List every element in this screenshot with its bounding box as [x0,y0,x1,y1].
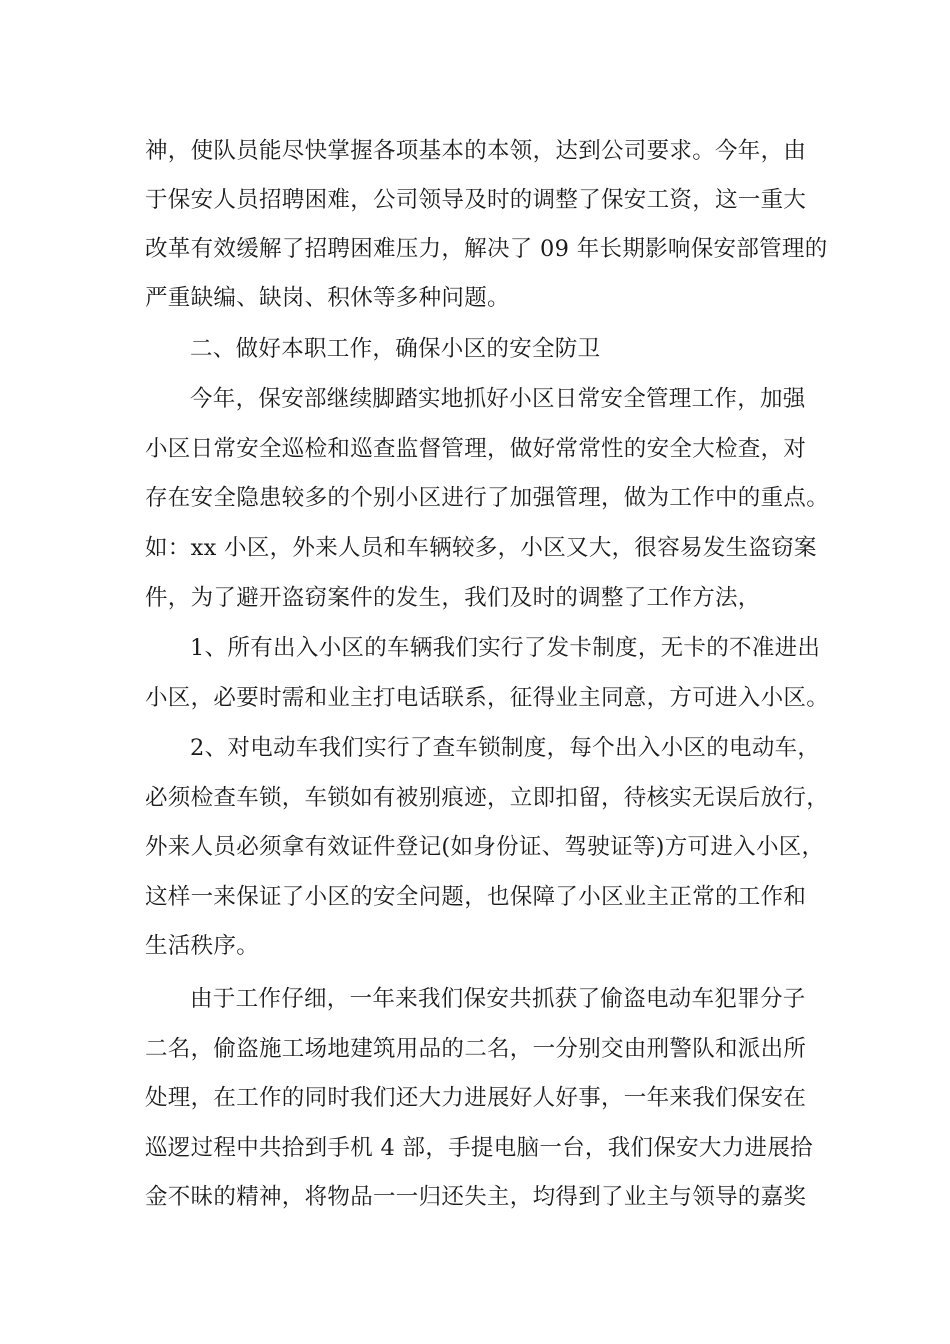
text-line: 必须检查车锁，车锁如有被别痕迹，立即扣留，待核实无误后放行， [145,785,830,811]
text-line: 小区，必要时需和业主打电话联系，征得业主同意，方可进入小区。 [145,685,830,711]
text-line: 于保安人员招聘困难，公司领导及时的调整了保安工资，这一重大 [145,187,807,213]
text-line: 小区日常安全巡检和巡查监督管理，做好常常性的安全大检查，对 [145,436,807,462]
paragraph-start-line: 今年，保安部继续脚踏实地抓好小区日常安全管理工作，加强 [190,386,806,412]
text-line: 如：xx 小区，外来人员和车辆较多，小区又大，很容易发生盗窃案 [145,535,817,561]
text-line: 件，为了避开盗窃案件的发生，我们及时的调整了工作方法， [145,585,761,611]
text-line: 改革有效缓解了招聘困难压力，解决了 09 年长期影响保安部管理的 [145,236,828,262]
text-line: 巡逻过程中共拾到手机 4 部，手提电脑一台，我们保安大力进展拾 [145,1135,813,1161]
text-line: 神，使队员能尽快掌握各项基本的本领，达到公司要求。今年，由 [145,138,807,164]
text-line: 这样一来保证了小区的安全问题，也保障了小区业主正常的工作和 [145,884,807,910]
text-line: 二名，偷盗施工场地建筑用品的二名，一分别交由刑警队和派出所 [145,1036,807,1062]
text-line: 金不昧的精神，将物品一一归还失主，均得到了业主与领导的嘉奖 [145,1184,807,1210]
text-line: 存在安全隐患较多的个别小区进行了加强管理，做为工作中的重点。 [145,485,830,511]
list-item-1-line: 1、所有出入小区的车辆我们实行了发卡制度，无卡的不准进出 [190,635,821,661]
text-line: 严重缺编、缺岗、积休等多种问题。 [145,285,510,311]
paragraph-start-line: 由于工作仔细，一年来我们保安共抓获了偷盗电动车犯罪分子 [190,986,806,1012]
section-heading: 二、做好本职工作，确保小区的安全防卫 [190,336,601,362]
text-line: 生活秩序。 [145,933,260,959]
list-item-2-line: 2、对电动车我们实行了查车锁制度，每个出入小区的电动车， [190,735,821,761]
text-line: 处理，在工作的同时我们还大力进展好人好事，一年来我们保安在 [145,1085,807,1111]
text-line: 外来人员必须拿有效证件登记(如身份证、驾驶证等)方可进入小区， [145,834,825,860]
